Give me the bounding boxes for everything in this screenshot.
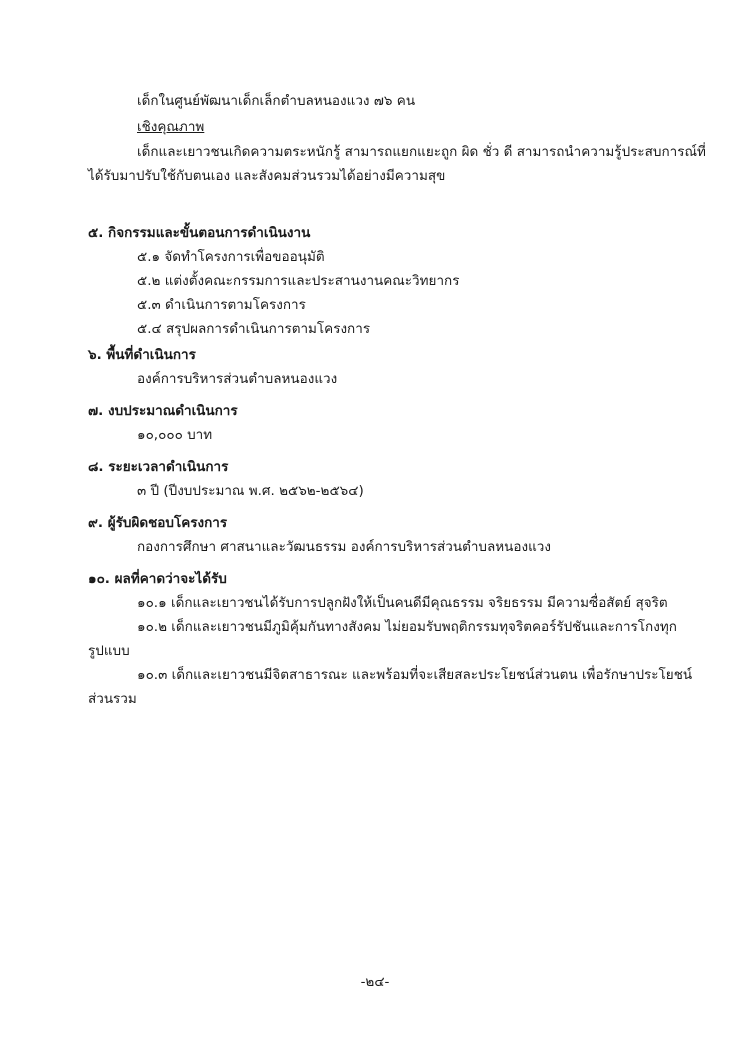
qualitative-text-line-1: เด็กและเยาวชนเกิดความตระหนักรู้ สามารถแยกแยะถูก ผิด ชั่ว ดี สามารถนำความรู้ประสบการณ์ที่	[137, 144, 706, 160]
section-5-item: ๕.๑ จัดทำโครงการเพื่อขออนุมัติ	[137, 249, 325, 265]
section-7-text: ๑๐,๐๐๐ บาท	[137, 427, 213, 443]
section-8-heading: ๘. ระยะเวลาดำเนินการ	[88, 459, 229, 475]
qualitative-text-line-2: ได้รับมาปรับใช้กับตนเอง และสังคมส่วนรวมได้อย่างมีความสุข	[88, 168, 446, 184]
qualitative-heading: เชิงคุณภาพ	[137, 119, 205, 135]
intro-line: เด็กในศูนย์พัฒนาเด็กเล็กตำบลหนองแวง ๗๖ คน	[137, 93, 416, 109]
section-10-item-1: ๑๐.๑ เด็กและเยาวชนได้รับการปลูกฝังให้เป็นคนดีมีคุณธรรม จริยธรรม มีความซื่อสัตย์ สุจริต	[137, 595, 668, 611]
section-8-text: ๓ ปี (ปีงบประมาณ พ.ศ. ๒๕๖๒-๒๕๖๔)	[137, 483, 364, 499]
section-10-item-2: ๑๐.๒ เด็กและเยาวชนมีภูมิคุ้มกันทางสังคม ไม่ยอมรับพฤติกรรมทุจริตคอร์รัปชันและการโกงทุก	[137, 619, 677, 635]
section-10-item-3: ๑๐.๓ เด็กและเยาวชนมีจิตสาธารณะ และพร้อมที่จะเสียสละประโยชน์ส่วนตน เพื่อรักษาประโยชน์	[137, 667, 693, 683]
section-10-item-2-cont: รูปแบบ	[88, 643, 130, 659]
section-7-heading: ๗. งบประมาณดำเนินการ	[88, 403, 238, 419]
section-5-item: ๕.๔ สรุปผลการดำเนินการตามโครงการ	[137, 321, 371, 337]
section-5-item: ๕.๒ แต่งตั้งคณะกรรมการและประสานงานคณะวิทยากร	[137, 273, 460, 289]
section-9-heading: ๙. ผู้รับผิดชอบโครงการ	[88, 515, 228, 531]
section-5-heading: ๕. กิจกรรมและขั้นตอนการดำเนินงาน	[88, 225, 311, 241]
section-9-text: กองการศึกษา ศาสนาและวัฒนธรรม องค์การบริหารส่วนตำบลหนองแวง	[137, 539, 551, 555]
section-6-text: องค์การบริหารส่วนตำบลหนองแวง	[137, 371, 338, 387]
section-10-item-3-cont: ส่วนรวม	[88, 691, 137, 707]
section-5-item: ๕.๓ ดำเนินการตามโครงการ	[137, 297, 306, 313]
section-10-heading: ๑๐. ผลที่คาดว่าจะได้รับ	[88, 571, 227, 587]
section-6-heading: ๖. พื้นที่ดำเนินการ	[88, 347, 196, 363]
page-number: -๒๔-	[360, 974, 390, 990]
